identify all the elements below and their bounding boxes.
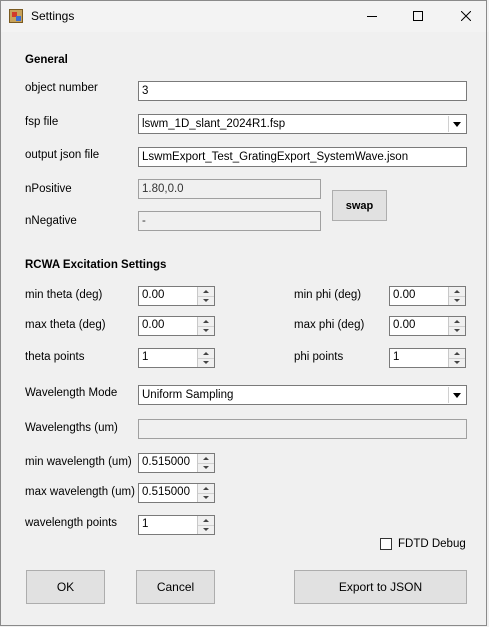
wavelength-mode-select[interactable] xyxy=(138,385,467,405)
spin-down-icon[interactable] xyxy=(198,358,214,367)
min-theta-label: min theta (deg) xyxy=(25,289,103,301)
swap-button[interactable]: swap xyxy=(332,190,387,221)
title-bar xyxy=(0,0,489,32)
spinner-buttons xyxy=(448,317,465,335)
spin-down-icon[interactable] xyxy=(449,296,465,305)
settings-form xyxy=(1,32,488,626)
phi-points-label: phi points xyxy=(294,351,344,363)
phi-points-spinner[interactable] xyxy=(389,348,466,368)
wavelength-mode-value: Uniform Sampling xyxy=(142,389,234,401)
fsp-file-select[interactable] xyxy=(138,114,467,134)
spin-down-icon[interactable] xyxy=(449,358,465,367)
cancel-button[interactable]: Cancel xyxy=(136,570,215,604)
spin-down-icon[interactable] xyxy=(198,296,214,305)
max-theta-spinner[interactable] xyxy=(138,316,215,336)
spin-down-icon[interactable] xyxy=(198,463,214,472)
min-theta-value: 0.00 xyxy=(142,289,165,301)
object-number-label: object number xyxy=(25,82,98,94)
min-theta-spinner[interactable] xyxy=(138,286,215,306)
max-theta-label: max theta (deg) xyxy=(25,319,106,331)
spin-down-icon[interactable] xyxy=(198,493,214,502)
min-wavelength-label: min wavelength (um) xyxy=(25,456,132,468)
spin-down-icon[interactable] xyxy=(449,326,465,335)
chevron-down-icon[interactable] xyxy=(448,387,465,403)
theta-points-label: theta points xyxy=(25,351,85,363)
chevron-down-icon[interactable] xyxy=(448,116,465,132)
npositive-label: nPositive xyxy=(25,183,72,195)
close-button[interactable] xyxy=(443,0,489,32)
spinner-buttons xyxy=(197,484,214,502)
max-wavelength-value: 0.515000 xyxy=(142,486,190,498)
ok-button[interactable]: OK xyxy=(26,570,105,604)
nnegative-field: - xyxy=(138,211,321,231)
spinner-buttons xyxy=(448,349,465,367)
max-wavelength-label: max wavelength (um) xyxy=(25,486,135,498)
min-phi-value: 0.00 xyxy=(393,289,416,301)
npositive-field: 1.80,0.0 xyxy=(138,179,321,199)
max-wavelength-spinner[interactable] xyxy=(138,483,215,503)
general-heading: General xyxy=(25,54,68,66)
settings-app-icon xyxy=(9,9,23,23)
object-number-input[interactable]: 3 xyxy=(138,81,467,101)
minimize-button[interactable] xyxy=(349,0,395,32)
wavelength-mode-label: Wavelength Mode xyxy=(25,387,118,399)
spin-down-icon[interactable] xyxy=(198,525,214,534)
spinner-buttons xyxy=(197,516,214,534)
theta-points-value: 1 xyxy=(142,351,149,363)
maximize-icon xyxy=(413,11,423,21)
theta-points-spinner[interactable] xyxy=(138,348,215,368)
spin-down-icon[interactable] xyxy=(198,326,214,335)
output-json-input[interactable]: LswmExport_Test_GratingExport_SystemWave.json xyxy=(138,147,467,167)
export-json-button[interactable]: Export to JSON xyxy=(294,570,467,604)
fsp-file-value: lswm_1D_slant_2024R1.fsp xyxy=(142,118,286,130)
spinner-buttons xyxy=(197,349,214,367)
min-phi-spinner[interactable] xyxy=(389,286,466,306)
min-phi-label: min phi (deg) xyxy=(294,289,362,301)
wavelength-points-label: wavelength points xyxy=(25,517,118,529)
window-title: Settings xyxy=(31,9,75,23)
min-wavelength-value: 0.515000 xyxy=(142,456,190,468)
wavelengths-label: Wavelengths (um) xyxy=(25,422,118,434)
spinner-buttons xyxy=(197,287,214,305)
wavelength-points-spinner[interactable] xyxy=(138,515,215,535)
max-phi-value: 0.00 xyxy=(393,319,416,331)
wavelengths-field xyxy=(138,419,467,439)
spinner-buttons xyxy=(197,317,214,335)
min-wavelength-spinner[interactable] xyxy=(138,453,215,473)
max-phi-spinner[interactable] xyxy=(389,316,466,336)
rcwa-heading: RCWA Excitation Settings xyxy=(25,259,167,271)
nnegative-label: nNegative xyxy=(25,215,77,227)
fdtd-debug-checkbox[interactable] xyxy=(380,538,392,550)
output-json-label: output json file xyxy=(25,149,100,161)
fsp-file-label: fsp file xyxy=(25,116,59,128)
max-theta-value: 0.00 xyxy=(142,319,165,331)
close-icon xyxy=(461,11,471,21)
maximize-button[interactable] xyxy=(395,0,441,32)
spinner-buttons xyxy=(448,287,465,305)
phi-points-value: 1 xyxy=(393,351,400,363)
max-phi-label: max phi (deg) xyxy=(294,319,365,331)
fdtd-debug-label: FDTD Debug xyxy=(398,538,466,550)
wavelength-points-value: 1 xyxy=(142,518,149,530)
minimize-icon xyxy=(367,11,377,21)
spinner-buttons xyxy=(197,454,214,472)
